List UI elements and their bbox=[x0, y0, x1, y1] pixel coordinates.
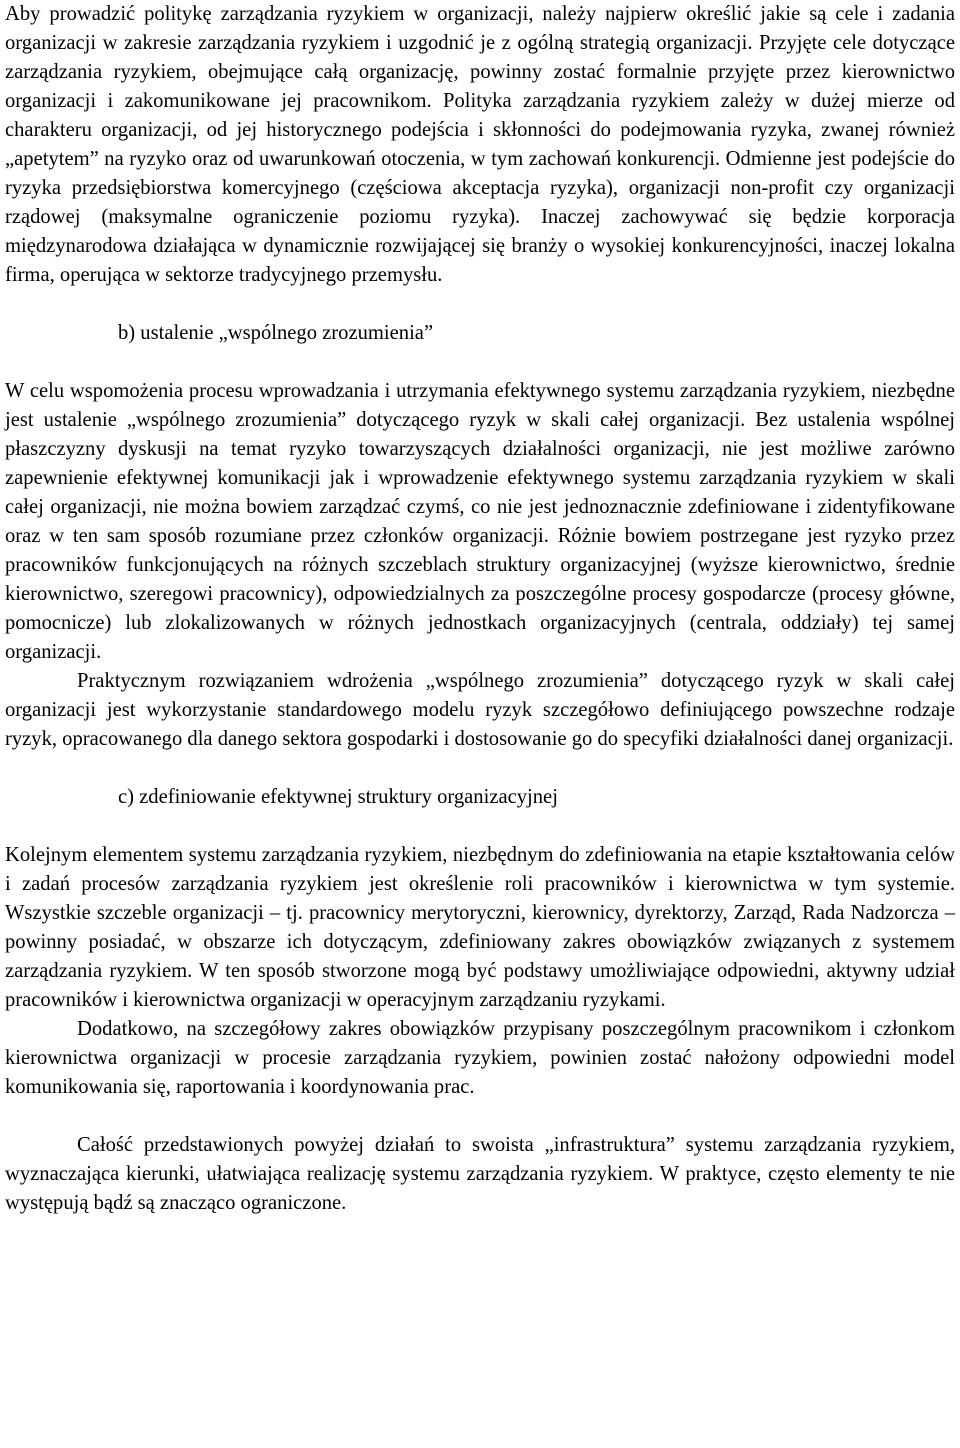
paragraph-common-understanding: W celu wspomożenia procesu wprowadzania i utrzymania efektywnego systemu zarządzania ryzykiem, niezbędne jest ustalenie „wspólnego zrozumienia” dotyczącego ryzyk w skali całej organizacji. Bez ustalenia wspólnej płaszczyzny dyskusji na temat ryzyko towarzyszących działalności organizacji, nie jest możliwe zarówno zapewnienie efektywnej komunikacji jak i wprowadzenie efektywnego systemu zarządzania ryzykiem w skali całej organizacji, nie można bowiem zarządzać czymś, co nie jest jednoznacznie zdefiniowane i zidentyfikowane oraz w ten sam sposób rozumiane przez członków organizacji. Różnie bowiem postrzegane jest ryzyko przez pracowników funkcjonujących na różnych szczeblach struktury organizacyjnej (wyższe kierownictwo, średnie kierownictwo, szeregowi pracownicy), odpowiedzialnych za poszczególne procesy gospodarcze (procesy główne, pomocnicze) lub zlokalizowanych w różnych jednostkach organizacyjnych (centrala, oddziały) tej samej organizacji. bbox=[5, 380, 955, 663]
spacer bbox=[5, 1102, 955, 1131]
paragraph-communication-model: Dodatkowo, na szczegółowy zakres obowiązków przypisany poszczególnym pracownikom i członkom kierownictwa organizacji w procesie zarządzania ryzykiem, powinien zostać nałożony odpowiedni model komunikowania się, raportowania i koordynowania prac. bbox=[5, 1018, 955, 1098]
paragraph-infrastructure: Całość przedstawionych powyżej działań to swoista „infrastruktura” systemu zarządzania ryzykiem, wyznaczająca kierunki, ułatwiająca realizację systemu zarządzania ryzykiem. W praktyce, często elementy te nie występują bądź są znacząco ograniczone. bbox=[5, 1134, 955, 1214]
paragraph-practical-solution: Praktycznym rozwiązaniem wdrożenia „wspólnego zrozumienia” dotyczącego ryzyk w skali całej organizacji jest wykorzystanie standardowego modelu ryzyk szczegółowo definiującego powszechne rodzaje ryzyk, opracowanego dla danego sektora gospodarki i dostosowanie go do specyfiki działalności danej organizacji. bbox=[5, 670, 955, 750]
spacer bbox=[5, 812, 955, 841]
paragraph-risk-policy: Aby prowadzić politykę zarządzania ryzykiem w organizacji, należy najpierw określić jakie są cele i zadania organizacji w zakresie zarządzania ryzykiem i uzgodnić je z ogólną strategią organizacji. Przyjęte cele dotyczące zarządzania ryzykiem, obejmujące całą organizację, powinny zostać formalnie przyjęte przez kierownictwo organizacji i zakomunikowane jej pracownikom. Polityka zarządzania ryzykiem zależy w dużej mierze od charakteru organizacji, od jej historycznego podejścia i skłonności do podejmowania ryzyka, zwanej również „apetytem” na ryzyko oraz od uwarunkowań otoczenia, w tym zachowań konkurencji. Odmienne jest podejście do ryzyka przedsiębiorstwa komercyjnego (częściowa akceptacja ryzyka), organizacji non-profit czy organizacji rządowej (maksymalne ograniczenie poziomu ryzyka). Inaczej zachowywać się będzie korporacja międzynarodowa działająca w dynamicznie rozwijającej się branży o wysokiej konkurencyjności, inaczej lokalna firma, operująca w sektorze tradycyjnego przemysłu. bbox=[5, 3, 955, 286]
document-page bbox=[5, 0, 955, 1218]
spacer bbox=[5, 290, 955, 319]
spacer bbox=[5, 348, 955, 377]
heading-common-understanding: b) ustalenie „wspólnego zrozumienia” bbox=[118, 322, 434, 344]
paragraph-roles: Kolejnym elementem systemu zarządzania ryzykiem, niezbędnym do zdefiniowania na etapie kształtowania celów i zadań procesów zarządzania ryzykiem jest określenie roli pracowników i kierownictwa w tym systemie. Wszystkie szczeble organizacji – tj. pracownicy merytoryczni, kierownicy, dyrektorzy, Zarząd, Rada Nadzorcza – powinny posiadać, w obszarze ich dotyczącym, zdefiniowany zakres obowiązków związanych z systemem zarządzania ryzykiem. W ten sposób stworzone mogą być podstawy umożliwiające odpowiedni, aktywny udział pracowników i kierownictwa organizacji w operacyjnym zarządzaniu ryzykami. bbox=[5, 844, 955, 1011]
heading-organizational-structure: c) zdefiniowanie efektywnej struktury organizacyjnej bbox=[118, 786, 558, 808]
spacer bbox=[5, 754, 955, 783]
